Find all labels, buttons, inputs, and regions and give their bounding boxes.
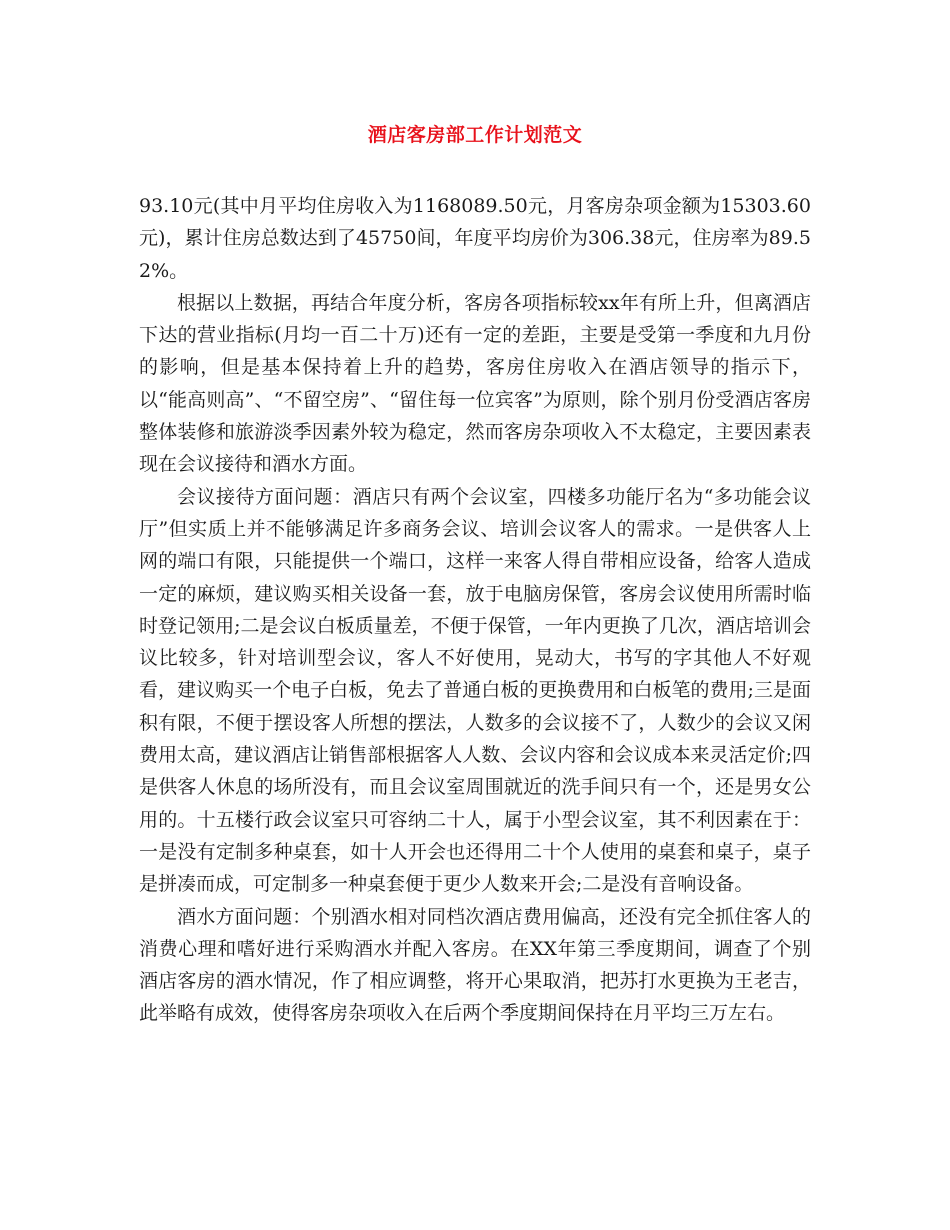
document-body — [139, 190, 811, 1030]
paragraph-revenue-summary: 93.10元(其中月平均住房收入为1168089.50元，月客房杂项金额为15303.60元)，累计住房总数达到了45750间，年度平均房价为306.38元，住房率为89.52%。 — [139, 195, 811, 282]
paragraph-meeting-issues: 会议接待方面问题：酒店只有两个会议室，四楼多功能厅名为“多功能会议厅”但实质上并不能够满足许多商务会议、培训会议客人的需求。一是供客人上网的端口有限，只能提供一个端口，这样一来客人得自带相应设备，给客人造成一定的麻烦，建议购买相关设备一套，放于电脑房保管，客房会议使用所需时临时登记领用;二是会议白板质量差，不便于保管，一年内更换了几次，酒店培训会议比较多，针对培训型会议，客人不好使用，晃动大，书写的字其他人不好观看，建议购买一个电子白板，免去了普通白板的更换费用和白板笔的费用;三是面积有限，不便于摆设客人所想的摆法，人数多的会议接不了，人数少的会议又闲费用太高，建议酒店让销售部根据客人人数、会议内容和会议成本来灵活定价;四是供客人休息的场所没有，而且会议室周围就近的洗手间只有一个，还是男女公用的。十五楼行政会议室只可容纳二十人，属于小型会议室，其不利因素在于：一是没有定制多种桌套，如十人开会也还得用二十个人使用的桌套和桌子，桌子是拼凑而成，可定制多一种桌套便于更少人数来开会;二是没有音响设备。 — [139, 485, 811, 896]
document-title: 酒店客房部工作计划范文 — [367, 124, 583, 146]
paragraph-beverage-issues: 酒水方面问题：个别酒水相对同档次酒店费用偏高，还没有完全抓住客人的消费心理和嗜好进行采购酒水并配入客房。在XX年第三季度期间，调查了个别酒店客房的酒水情况，作了相应调整，将开心果取消，把苏打水更换为王老吉，此举略有成效，使得客房杂项收入在后两个季度期间保持在月平均三万左右。 — [139, 905, 811, 1025]
paragraph-annual-analysis: 根据以上数据，再结合年度分析，客房各项指标较xx年有所上升，但离酒店下达的营业指标(月均一百二十万)还有一定的差距，主要是受第一季度和九月份的影响，但是基本保持着上升的趋势，客房住房收入在酒店领导的指示下，以“能高则高”、“不留空房”、“留住每一位宾客”为原则，除个别月份受酒店客房整体装修和旅游淡季因素外较为稳定，然而客房杂项收入不太稳定，主要因素表现在会议接待和酒水方面。 — [139, 291, 811, 476]
